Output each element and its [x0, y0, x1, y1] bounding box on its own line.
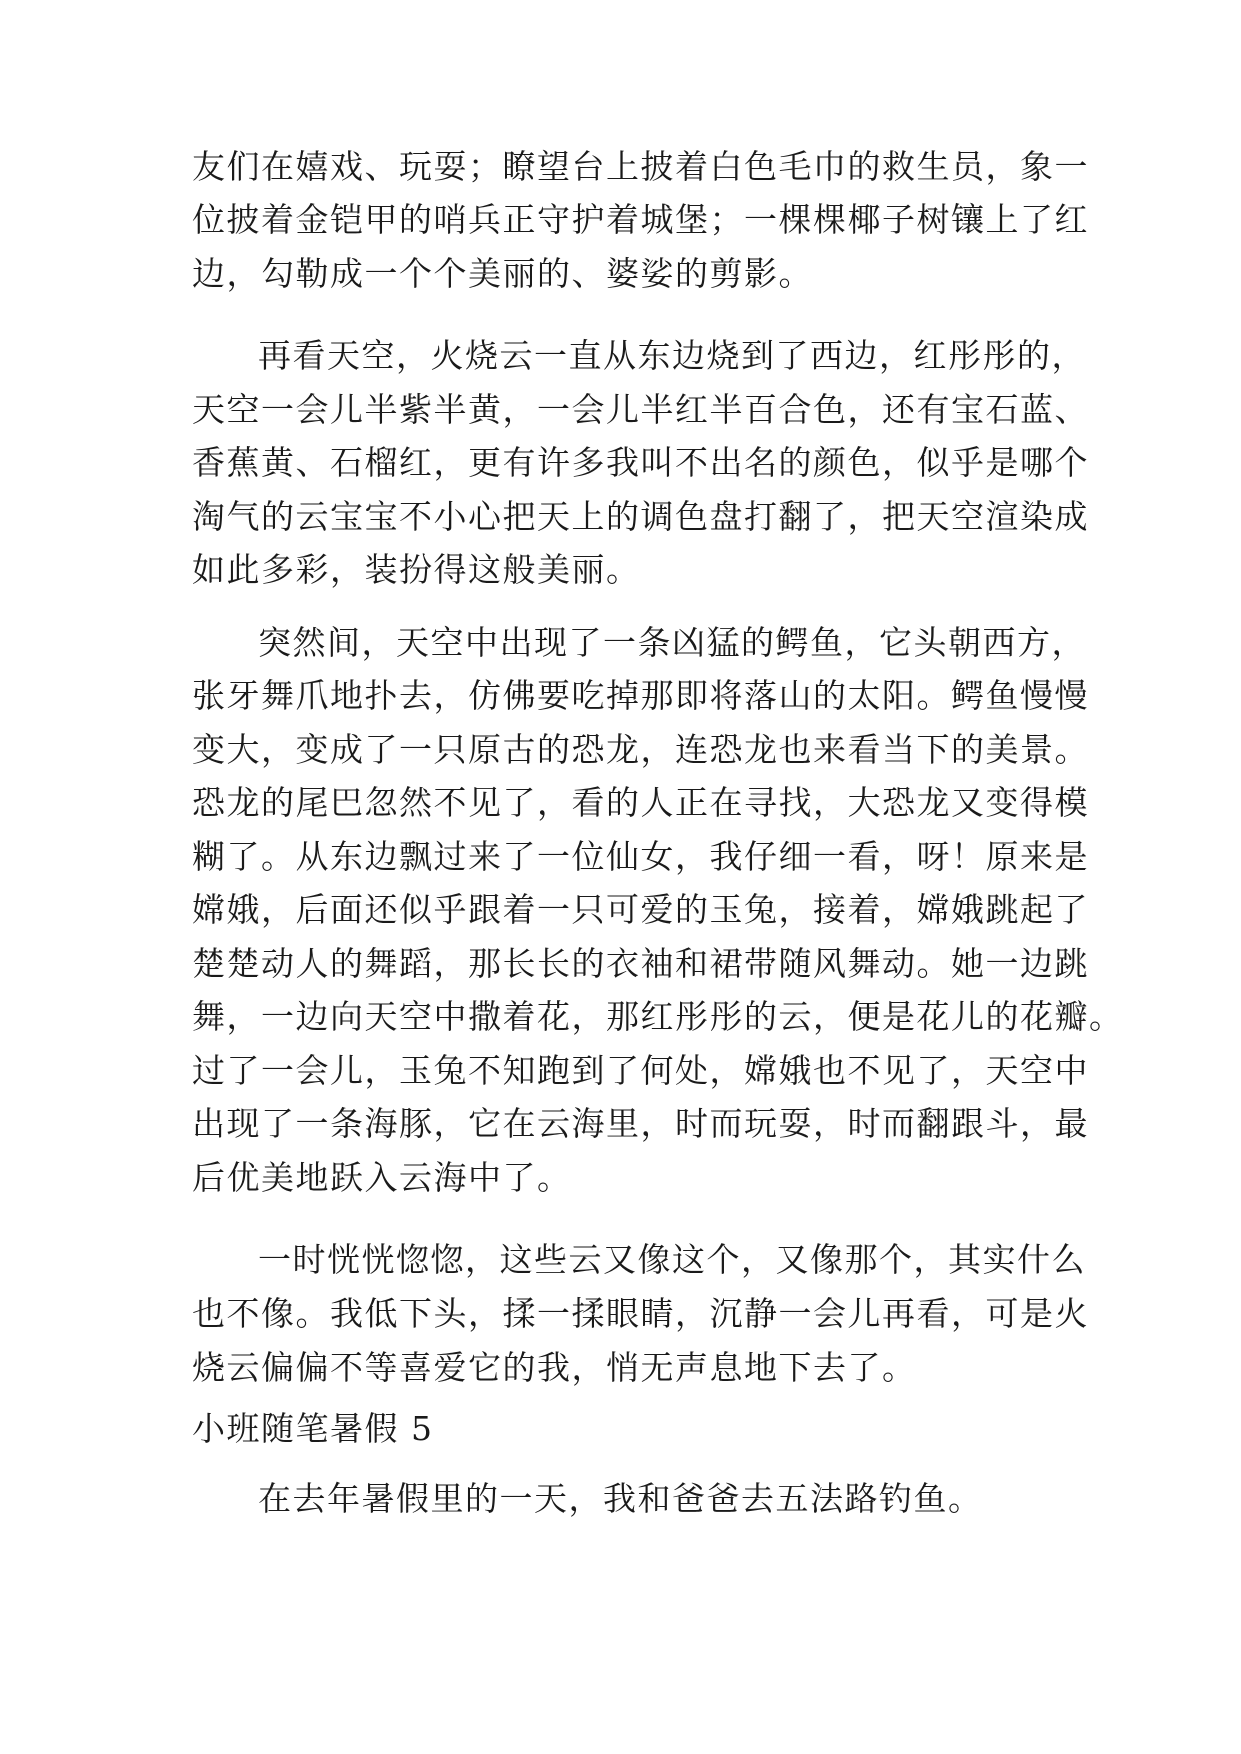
- text-line: 变大，变成了一只原古的恐龙，连恐龙也来看当下的美景。: [192, 730, 1089, 769]
- text-line: 友们在嬉戏、玩耍；瞭望台上披着白色毛巾的救生员，象一: [192, 147, 1089, 186]
- text-line: 楚楚动人的舞蹈，那长长的衣袖和裙带随风舞动。她一边跳: [192, 944, 1089, 983]
- text-line: 恐龙的尾巴忽然不见了，看的人正在寻找，大恐龙又变得模: [192, 783, 1089, 822]
- text-line: 边，勾勒成一个个美丽的、婆娑的剪影。: [192, 254, 813, 293]
- text-line: 天空一会儿半紫半黄，一会儿半红半百合色，还有宝石蓝、: [192, 390, 1089, 429]
- text-line: 舞，一边向天空中撒着花，那红彤彤的云，便是花儿的花瓣。: [192, 997, 1124, 1036]
- text-line: 出现了一条海豚，它在云海里，时而玩耍，时而翻跟斗，最: [192, 1104, 1089, 1143]
- paragraph-first-line: 突然间，天空中出现了一条凶猛的鳄鱼，它头朝西方，: [258, 623, 1086, 662]
- text-line: 位披着金铠甲的哨兵正守护着城堡；一棵棵椰子树镶上了红: [192, 200, 1089, 239]
- text-line: 烧云偏偏不等喜爱它的我，悄无声息地下去了。: [192, 1348, 917, 1387]
- text-line: 糊了。从东边飘过来了一位仙女，我仔细一看，呀！原来是: [192, 837, 1089, 876]
- text-line: 淘气的云宝宝不小心把天上的调色盘打翻了，把天空渲染成: [192, 497, 1089, 536]
- paragraph-first-line: 一时恍恍惚惚，这些云又像这个，又像那个，其实什么: [258, 1240, 1086, 1279]
- section-heading: 小班随笔暑假 5: [192, 1409, 434, 1448]
- text-line: 如此多彩，装扮得这般美丽。: [192, 550, 641, 589]
- text-line: 香蕉黄、石榴红，更有许多我叫不出名的颜色，似乎是哪个: [192, 443, 1089, 482]
- text-line: 后优美地跃入云海中了。: [192, 1158, 572, 1197]
- text-line: 张牙舞爪地扑去，仿佛要吃掉那即将落山的太阳。鳄鱼慢慢: [192, 676, 1089, 715]
- paragraph-first-line: 在去年暑假里的一天，我和爸爸去五法路钓鱼。: [258, 1479, 983, 1518]
- paragraph-first-line: 再看天空，火烧云一直从东边烧到了西边，红彤彤的，: [258, 336, 1086, 375]
- text-line: 也不像。我低下头，揉一揉眼睛，沉静一会儿再看，可是火: [192, 1294, 1089, 1333]
- text-line: 嫦娥，后面还似乎跟着一只可爱的玉兔，接着，嫦娥跳起了: [192, 890, 1089, 929]
- text-line: 过了一会儿，玉兔不知跑到了何处，嫦娥也不见了，天空中: [192, 1051, 1089, 1090]
